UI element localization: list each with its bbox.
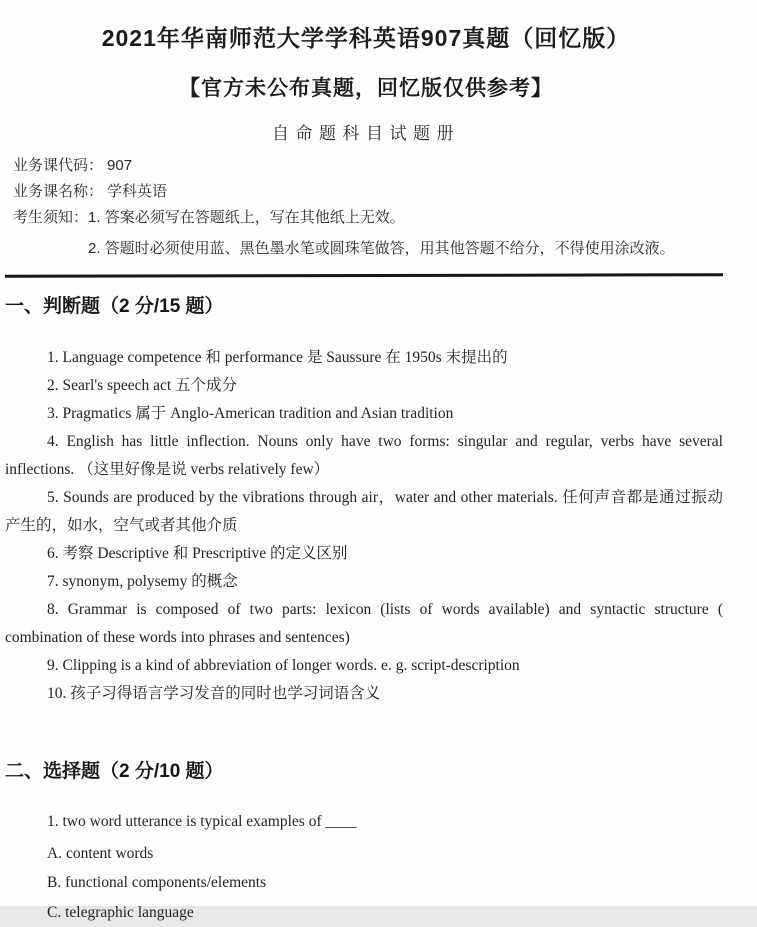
- judgment-item-3: 3. Pragmatics 属于 Anglo-American tradition and Asian tradition: [5, 400, 723, 428]
- header-divider-line: [5, 273, 723, 278]
- judgment-question-list: [5, 344, 723, 708]
- section-choice-heading: 二、选择题（2 分/10 题）: [5, 756, 727, 783]
- notice-text-1: 1. 答案必须写在答题纸上，写在其他纸上无效。: [88, 209, 405, 226]
- choice-question-1: 1. two word utterance is typical examples of ____: [5, 807, 723, 837]
- choice-option-b: B. functional components/elements: [5, 868, 723, 898]
- course-code-label: 业务课代码：: [13, 157, 103, 174]
- judgment-item-5: 5. Sounds are produced by the vibrations through air，water and other materials. 任何声音都是通过振动产生的，如水，空气或者其他介质: [5, 484, 723, 540]
- course-name-line: [13, 184, 727, 200]
- notice-line-2: [13, 241, 727, 257]
- course-name-label: 业务课名称：: [13, 183, 103, 200]
- page-subtitle: 【官方未公布真题，回忆版仅供参考】: [5, 72, 727, 102]
- judgment-item-2: 2. Searl's speech act 五个成分: [5, 372, 723, 400]
- course-code-line: [13, 158, 727, 174]
- choice-option-a: A. content words: [5, 839, 723, 869]
- page-title: 2021年华南师范大学学科英语907真题（回忆版）: [5, 20, 727, 53]
- booklet-title: 自命题科目试题册: [5, 119, 727, 144]
- section-judgment-heading: 一、判断题（2 分/15 题）: [5, 291, 727, 318]
- judgment-item-6: 6. 考察 Descriptive 和 Prescriptive 的定义区别: [5, 540, 723, 568]
- notice-line-1: [13, 210, 727, 226]
- notice-text-2: 2. 答题时必须使用蓝、黑色墨水笔或圆珠笔做答，用其他答题不给分，不得使用涂改液。: [88, 240, 675, 257]
- notice-label: 考生须知：: [13, 209, 88, 226]
- judgment-item-8: 8. Grammar is composed of two parts: lexicon (lists of words available) and syntactic structure ( combination of these words into phrases and sentences): [5, 596, 723, 652]
- course-code-value: 907: [107, 157, 132, 174]
- judgment-item-4: 4. English has little inflection. Nouns only have two forms: singular and regular, verbs have several inflections. （这里好像是说 verbs relatively few）: [5, 428, 723, 484]
- judgment-item-1: 1. Language competence 和 performance 是 Saussure 在 1950s 末提出的: [5, 344, 723, 372]
- judgment-item-7: 7. synonym, polysemy 的概念: [5, 568, 723, 596]
- choice-option-c: C. telegraphic language: [5, 898, 723, 927]
- course-name-value: 学科英语: [107, 183, 167, 200]
- judgment-item-9: 9. Clipping is a kind of abbreviation of longer words. e. g. script-description: [5, 652, 723, 680]
- exam-meta: [5, 158, 727, 257]
- choice-question-block: [5, 807, 723, 927]
- judgment-item-10: 10. 孩子习得语言学习发音的同时也学习词语含义: [5, 680, 723, 708]
